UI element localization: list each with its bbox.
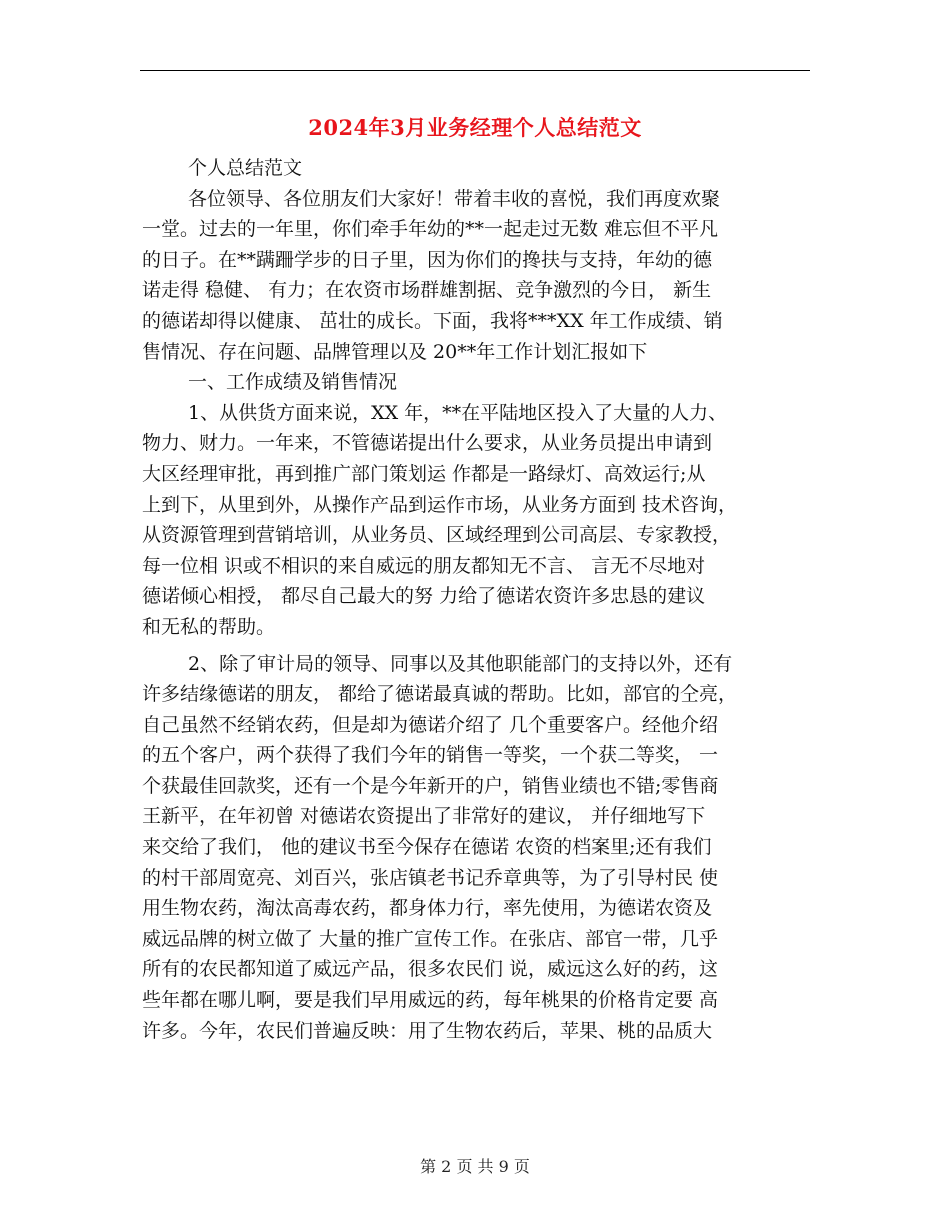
text-line: 自己虽然不经销农药，但是却为德诺介绍了 几个重要客户。经他介绍 [142,713,719,736]
document-body [142,153,810,1046]
text-line: 些年都在哪儿啊，要是我们早用威远的药，每年桃果的价格肯定要 高 [142,989,719,1012]
text-line: 一、工作成绩及销售情况 [188,371,398,394]
text-line: 威远品牌的树立做了 大量的推广宣传工作。在张店、部官一带，几乎 [142,927,719,950]
text-line: 德诺倾心相授， 都尽自己最大的努 力给了德诺农资许多忠恳的建议 [142,585,706,608]
text-line: 各位领导、各位朋友们大家好！带着丰收的喜悦，我们再度欢聚 [188,187,721,210]
text-line: 的村干部周宽亮、刘百兴，张店镇老书记乔章典等，为了引导村民 使 [142,866,719,889]
text-line: 物力、财力。一年来，不管德诺提出什么要求，从业务员提出申请到 [142,432,713,455]
text-line: 个获最佳回款奖，还有一个是今年新开的户，销售业绩也不错;零售商 [142,774,719,797]
text-line: 一堂。过去的一年里，你们牵手年幼的**一起走过无数 难忘但不平凡 [142,218,719,241]
document-title: 2024年3月业务经理个人总结范文 [308,115,642,140]
text-line: 的德诺却得以健康、 茁壮的成长。下面，我将***XX 年工作成绩、销 [142,309,723,332]
text-line: 每一位相 识或不相识的来自威远的朋友都知无不言、 言无不尽地对 [142,554,706,577]
text-line: 从资源管理到营销培训，从业务员、区域经理到公司高层、专家教授， [142,524,732,547]
text-line: 个人总结范文 [188,157,303,179]
text-line: 2、除了审计局的领导、同事以及其他职能部门的支持以外，还有 [188,652,733,675]
text-line: 诺走得 稳健、 有力；在农资市场群雄割据、竞争激烈的今日， 新生 [142,279,712,302]
header-rule [140,70,810,71]
text-line: 许多。今年，农民们普遍反映：用了生物农药后，苹果、桃的品质大 [142,1019,713,1042]
page-number: 第 2 页 共 9 页 [420,1157,530,1176]
text-line: 所有的农民都知道了威远产品，很多农民们 说，威远这么好的药，这 [142,958,719,981]
text-line: 来交给了我们， 他的建议书至今保存在德诺 农资的档案里;还有我们 [142,836,712,859]
text-line: 许多结缘德诺的朋友， 都给了德诺最真诚的帮助。比如，部官的仝亮， [142,683,738,706]
text-line: 售情况、存在问题、品牌管理以及 20**年工作计划汇报如下 [142,340,648,363]
text-line: 上到下，从里到外，从操作产品到运作市场，从业务方面到 技术咨询， [142,493,738,516]
text-line: 的五个客户，两个获得了我们今年的销售一等奖，一个获二等奖， 一 [142,744,719,767]
text-line: 1、从供货方面来说，XX 年，**在平陆地区投入了大量的人力、 [188,401,728,424]
text-line: 王新平，在年初曾 对德诺农资提出了非常好的建议， 并仔细地写下 [142,805,706,828]
text-line: 用生物农药，淘汰高毒农药，都身体力行，率先使用，为德诺农资及 [142,897,713,920]
text-line: 大区经理审批，再到推广部门策划运 作都是一路绿灯、高效运行;从 [142,462,706,485]
text-line: 的日子。在**蹒跚学步的日子里，因为你们的搀扶与支持，年幼的德 [142,248,713,271]
text-line: 和无私的帮助。 [142,615,276,638]
